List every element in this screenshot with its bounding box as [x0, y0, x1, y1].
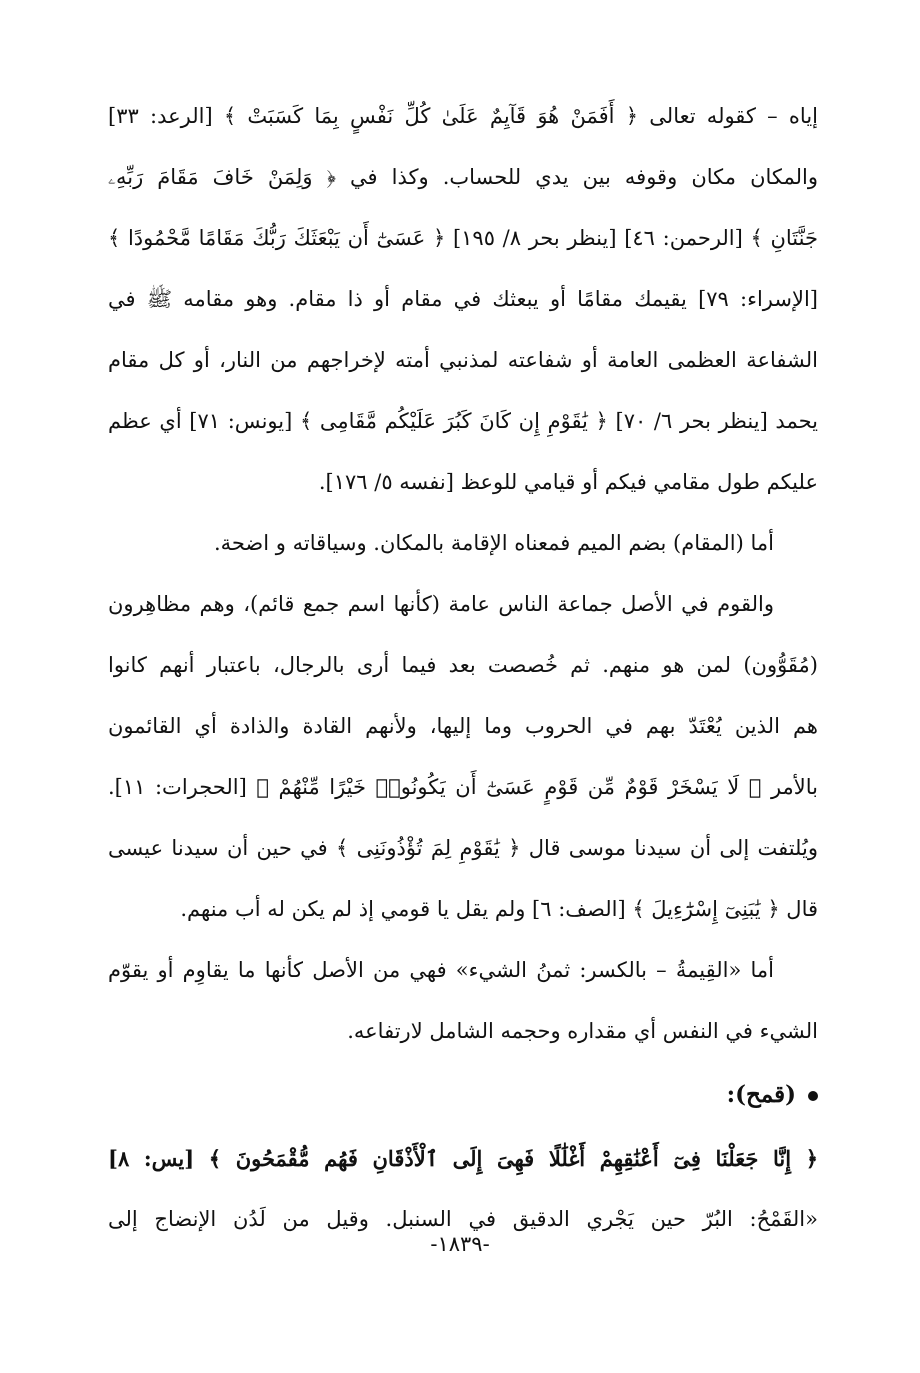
- paragraph-2: [108, 513, 818, 574]
- text-line: الشيء في النفس أي مقداره وحجمه الشامل لارتفاعه.: [347, 1019, 818, 1043]
- text-line: والقوم في الأصل جماعة الناس عامة (كأنها اسم جمع قائم)، وهم مظاهِرون: [108, 592, 774, 616]
- section-heading-text: (قمح):: [726, 1081, 796, 1108]
- definition-line: «القَمْحُ: البُرّ حين يَجْري الدقيق في السنبل. وقيل من لَدُن الإنضاج إلى: [108, 1207, 818, 1231]
- text-line: ويُلتفت إلى أن سيدنا موسى قال ﴿ يَٰقَوْمِ لِمَ تُؤْذُونَنِى ﴾ في حين أن سيدنا عيسى: [108, 836, 818, 860]
- text-line: [الإسراء: ٧٩] يقيمك مقامًا أو يبعثك في مقام أو ذا مقام. وهو مقامه ﷺ في: [108, 287, 818, 311]
- text-line: إياه – كقوله تعالى ﴿ أَفَمَنْ هُوَ قَآيِمٌ عَلَىٰ كُلِّ نَفْسٍ بِمَا كَسَبَتْ ﴾ [الرعد: ٣٣]: [108, 104, 818, 128]
- paragraph-1: [108, 86, 818, 513]
- bullet-icon: [808, 1091, 818, 1101]
- text-line: أما (المقام) بضم الميم فمعناه الإقامة بالمكان. وسياقاته و اضحة.: [213, 531, 774, 555]
- paragraph-4: [108, 940, 818, 1062]
- text-line: عليكم طول مقامي فيكم أو قيامي للوعظ [نفسه ٥/ ١٧٦].: [318, 470, 818, 494]
- text-line: قال ﴿ يَٰبَنِىٓ إِسْرَٰٓءِيلَ ﴾ [الصف: ٦] ولم يقل يا قومي إذ لم يكن له أب منهم.: [180, 897, 818, 921]
- section-heading: [108, 1062, 818, 1128]
- text-line: والمكان مكان وقوفه بين يدي للحساب. وكذا في ﴿ وَلِمَنْ خَافَ مَقَامَ رَبِّهِۦ: [108, 165, 818, 189]
- text-line: جَنَّتَانِ ﴾ [الرحمن: ٤٦] [ينظر بحر ٨/ ١٩٥] ﴿ عَسَىٰٓ أَن يَبْعَثَكَ رَبُّكَ مَقَامًا مَّحْمُودًا ﴾: [108, 226, 818, 250]
- text-line: (مُقَوُّون) لمن هو منهم. ثم خُصصت بعد فيما أرى بالرجال، باعتبار أنهم كانوا: [108, 653, 818, 677]
- text-line: يحمد [ينظر بحر ٦/ ٧٠] ﴿ يَٰقَوْمِ إِن كَانَ كَبُرَ عَلَيْكُم مَّقَامِى ﴾ [يونس: ٧١] أي عظم: [108, 409, 818, 433]
- text-line: بالأمر ﴿ لَا يَسْخَرْ قَوْمٌ مِّن قَوْمٍ عَسَىٰٓ أَن يَكُونُوا۟ خَيْرًا مِّنْهُمْ ﴾ [الحجرات: ١١].: [108, 775, 818, 799]
- text-line: الشفاعة العظمى العامة أو شفاعته لمذنبي أمته لإخراجهم من النار، أو كل مقام: [108, 348, 818, 372]
- text-line: أما «القِيمةُ – بالكسر: ثمنُ الشيء» فهي من الأصل كأنها ما يقاوِم أو يقوّم: [108, 958, 774, 982]
- page-body: [108, 86, 818, 1250]
- paragraph-3: [108, 574, 818, 940]
- page-number: -١٨٣٩-: [430, 1232, 490, 1256]
- quran-verse: ﴿ إِنَّا جَعَلْنَا فِىٓ أَعْنَٰقِهِمْ أَغْلَٰلًا فَهِىَ إِلَى ٱلْأَذْقَانِ فَهُم مُّقْمَحُونَ ﴾ [يس: ٨]: [108, 1146, 818, 1171]
- text-line: هم الذين يُعْتَدّ بهم في الحروب وما إليها، ولأنهم القادة والذادة أي القائمون: [108, 714, 818, 738]
